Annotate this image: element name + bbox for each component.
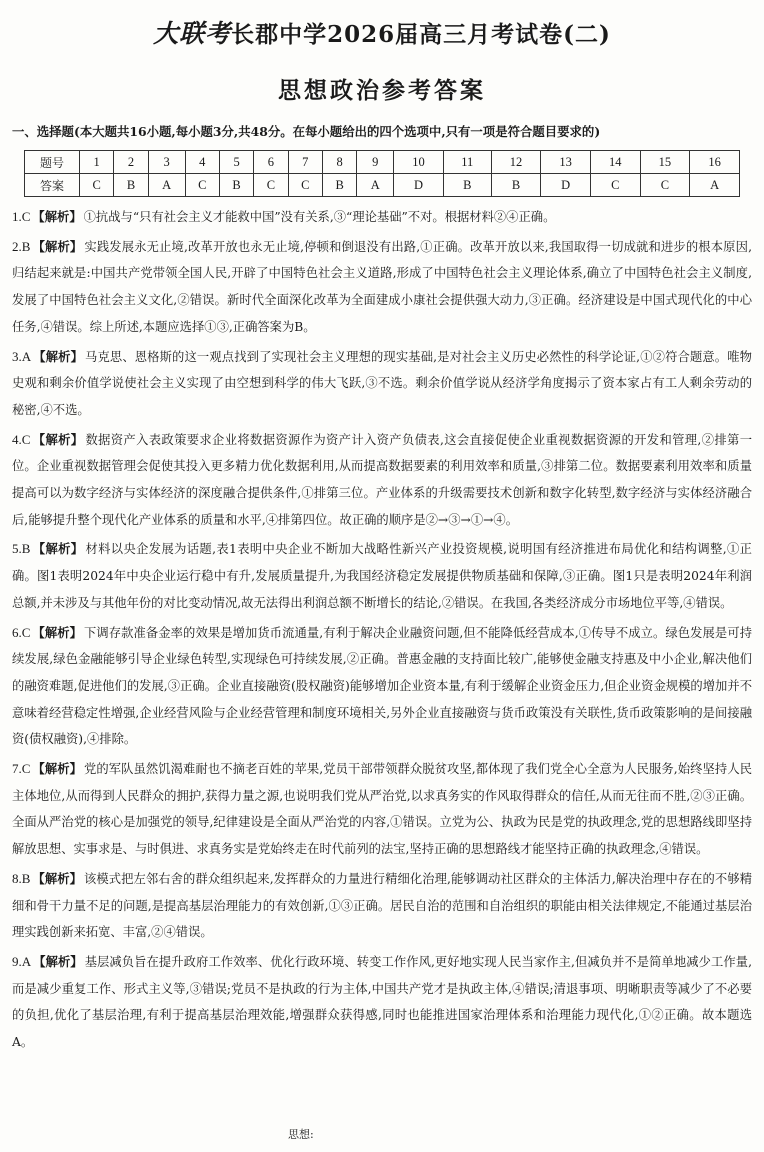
question-number-cell: 10: [394, 151, 444, 174]
analysis-tag: 【解析】: [32, 431, 84, 447]
analysis-item: [12, 536, 752, 616]
analysis-tag: 【解析】: [33, 953, 83, 969]
analysis-tag: 【解析】: [32, 238, 83, 254]
question-number-cell: 7: [288, 151, 322, 174]
answer-cell: A: [690, 174, 740, 197]
answer-cell: A: [357, 174, 394, 197]
page-header: [0, 14, 764, 50]
question-number-cell: 15: [640, 151, 690, 174]
answer-cell: B: [219, 174, 253, 197]
analysis-item: [12, 204, 752, 231]
section-heading: 一、选择题(本大题共16小题,每小题3分,共48分。在每小题给出的四个选项中,只有一项是符合题目要求的): [12, 124, 601, 139]
page-subtitle: 思想政治参考答案: [278, 77, 486, 104]
analysis-tag: 【解析】: [33, 348, 84, 364]
answer-cell: C: [640, 174, 690, 197]
analysis-item: [12, 344, 752, 424]
analysis-item: [12, 427, 752, 534]
answer-table-row-answers: [25, 174, 740, 197]
item-number-answer: 1.C: [12, 209, 31, 224]
page-footer: 思想:: [288, 1128, 314, 1141]
analysis-item: [12, 234, 752, 341]
item-number-answer: 7.C: [12, 761, 31, 777]
analysis-item: [12, 620, 752, 754]
analysis-text: 数据资产入表政策要求企业将数据资源作为资产计入资产负债表,这会直接促使企业重视数据资源的开发和管理,②排第一位。企业重视数据管理会促使其投入更多精力优化数据利用,从而提高数据要素的利用效率和质量,③排第二位。数据要素利用效率和质量提高可以为数字经济与实体经济的深度融合提供条件,①排第三位。产业体系的升级需要技术创新和数字化转型,数字经济与实体经济融合后,能够提升整个现代化产业体系的质量和水平,④排第四位。故正确的顺序是②→③→①→④。: [12, 432, 752, 527]
item-number-answer: 3.A: [12, 348, 32, 364]
question-number-cell: 5: [219, 151, 253, 174]
question-number-cell: 1: [80, 151, 114, 174]
analysis-text: 基层减负旨在提升政府工作效率、优化行政环境、转变工作作风,更好地实现人民当家作主,但减负并不是简单地减少工作量,而是减少重复工作、形式主义等,③错误;党员不是执政的行为主体,中国共产党才是执政主体,④错误;清退事项、明晰职责等减少了不必要的负担,优化了基层治理,有利于提高基层治理效能,增强群众获得感,同时也能推进国家治理体系和治理能力现代化,①②正确。故本题选A。: [12, 954, 752, 1050]
question-number-cell: 13: [541, 151, 591, 174]
answer-cell: C: [254, 174, 288, 197]
answer-cell: B: [322, 174, 356, 197]
answer-cell: C: [288, 174, 322, 197]
answer-cell: B: [114, 174, 148, 197]
analysis-text: 马克思、恩格斯的这一观点找到了实现社会主义理想的现实基础,是对社会主义历史必然性的科学论证,①②符合题意。唯物史观和剩余价值学说使社会主义实现了由空想到科学的伟大飞跃,③不选。剩余价值学说从经济学角度揭示了资本家占有工人剩余劳动的秘密,④不选。: [12, 349, 752, 417]
analysis-tag: 【解析】: [32, 761, 83, 777]
analysis-item: [12, 949, 752, 1056]
analysis-item: [12, 756, 752, 863]
answer-cell: C: [185, 174, 219, 197]
item-number-answer: 6.C: [12, 624, 31, 640]
analysis-text: 材料以央企发展为话题,表1表明中央企业不断加大战略性新兴产业投资规模,说明国有经济推进布局优化和结构调整,①正确。图1表明2024年中央企业运行稳中有升,发展质量提升,为我国经济稳定发展提供物质基础和保障,③正确。图1只是表明2024年利润总额,并未涉及与其他年份的对比变动情况,故无法得出利润总额不断增长的结论,②错误。在我国,各类经济成分市场地位平等,④错误。: [12, 542, 752, 610]
item-number-answer: 2.B: [12, 238, 31, 254]
analysis-text: 下调存款准备金率的效果是增加货币流通量,有利于解决企业融资问题,但不能降低经营成本,①传导不成立。绿色发展是可持续发展,绿色金融能够引导企业绿色转型,实现绿色可持续发展,②正确。普惠金融的支持面比较广,能够使金融支持惠及中小企业,解决他们的融资难题,促进他们的发展,③正确。企业直接融资(股权融资)能够增加企业资本量,有利于缓解企业资金压力,但企业资金规模的增加并不意味着经营稳定性增强,企业经营风险与企业经营管理和制度环境相关,另外企业直接融资与货币政策没有关联性,货币政策影响的是间接融资(债权融资),④排除。: [12, 625, 752, 747]
answer-cell: D: [394, 174, 444, 197]
analysis-tag: 【解析】: [32, 870, 83, 886]
row-label-question-number: 题号: [25, 151, 80, 174]
answer-table-row-numbers: [25, 151, 740, 174]
analysis-text: ①抗战与“只有社会主义才能救中国”没有关系,③“理论基础”不对。根据材料②④正确。: [83, 210, 556, 224]
answer-cell: B: [443, 174, 491, 197]
analysis-text: 党的军队虽然饥渴难耐也不摘老百姓的苹果,党员干部带领群众脱贫攻坚,都体现了我们党全心全意为人民服务,始终坚持人民主体地位,从而得到人民群众的拥护,获得力量之源,也说明我们党从严治党,以求真务实的作风取得群众的信任,从而无往而不胜,②③正确。全面从严治党的核心是加强党的领导,纪律建设是全面从严治党的内容,①错误。立党为公、执政为民是党的执政理念,党的思想路线即坚持解放思想、实事求是、与时俱进、求真务实是党始终走在时代前列的法宝,坚持正确的思想路线才能坚持正确的执政理念,④错误。: [12, 762, 752, 857]
question-number-cell: 16: [690, 151, 740, 174]
exam-title: 长郡中学2026届高三月考试卷(二): [231, 21, 611, 48]
question-number-cell: 8: [322, 151, 356, 174]
question-number-cell: 14: [590, 151, 640, 174]
item-number-answer: 5.B: [12, 541, 31, 557]
answer-cell: C: [80, 174, 114, 197]
analysis-tag: 【解析】: [32, 209, 82, 224]
question-number-cell: 3: [148, 151, 185, 174]
question-number-cell: 11: [443, 151, 491, 174]
question-number-cell: 12: [491, 151, 541, 174]
question-number-cell: 6: [254, 151, 288, 174]
item-number-answer: 8.B: [12, 870, 31, 886]
analysis-item: [12, 866, 752, 946]
item-number-answer: 4.C: [12, 431, 31, 447]
answer-cell: B: [491, 174, 541, 197]
analysis-text: 该模式把左邻右舍的群众组织起来,发挥群众的力量进行精细化治理,能够调动社区群众的主体活力,解决治理中存在的不够精细和骨干力量不足的问题,是提高基层治理能力的有效创新,①③正确。居民自治的范围和自治组织的职能由相关法律规定,不能通过基层治理实践创新来拓宽、丰富,②④错误。: [12, 871, 752, 940]
item-number-answer: 9.A: [12, 953, 32, 969]
analysis-tag: 【解析】: [32, 541, 84, 557]
question-number-cell: 2: [114, 151, 148, 174]
answer-cell: A: [148, 174, 185, 197]
answer-cell: D: [541, 174, 591, 197]
analysis-text: 实践发展永无止境,改革开放也永无止境,停顿和倒退没有出路,①正确。改革开放以来,我国取得一切成就和进步的根本原因,归结起来就是:中国共产党带领全国人民,开辟了中国特色社会主义道路,形成了中国特色社会主义理论体系,确立了中国特色社会主义制度,发展了中国特色社会主义文化,②错误。新时代全面深化改革为全面建成小康社会提供强大动力,③正确。经济建设是中国式现代化的中心任务,④错误。综上所述,本题应选择①③,正确答案为B。: [12, 239, 752, 334]
brand-logo-text: 大联考: [153, 19, 232, 48]
question-number-cell: 9: [357, 151, 394, 174]
answer-cell: C: [590, 174, 640, 197]
question-number-cell: 4: [185, 151, 219, 174]
analysis-list: [12, 204, 752, 1059]
analysis-tag: 【解析】: [32, 624, 83, 640]
answer-table: [24, 150, 740, 197]
row-label-answer: 答案: [25, 174, 80, 197]
